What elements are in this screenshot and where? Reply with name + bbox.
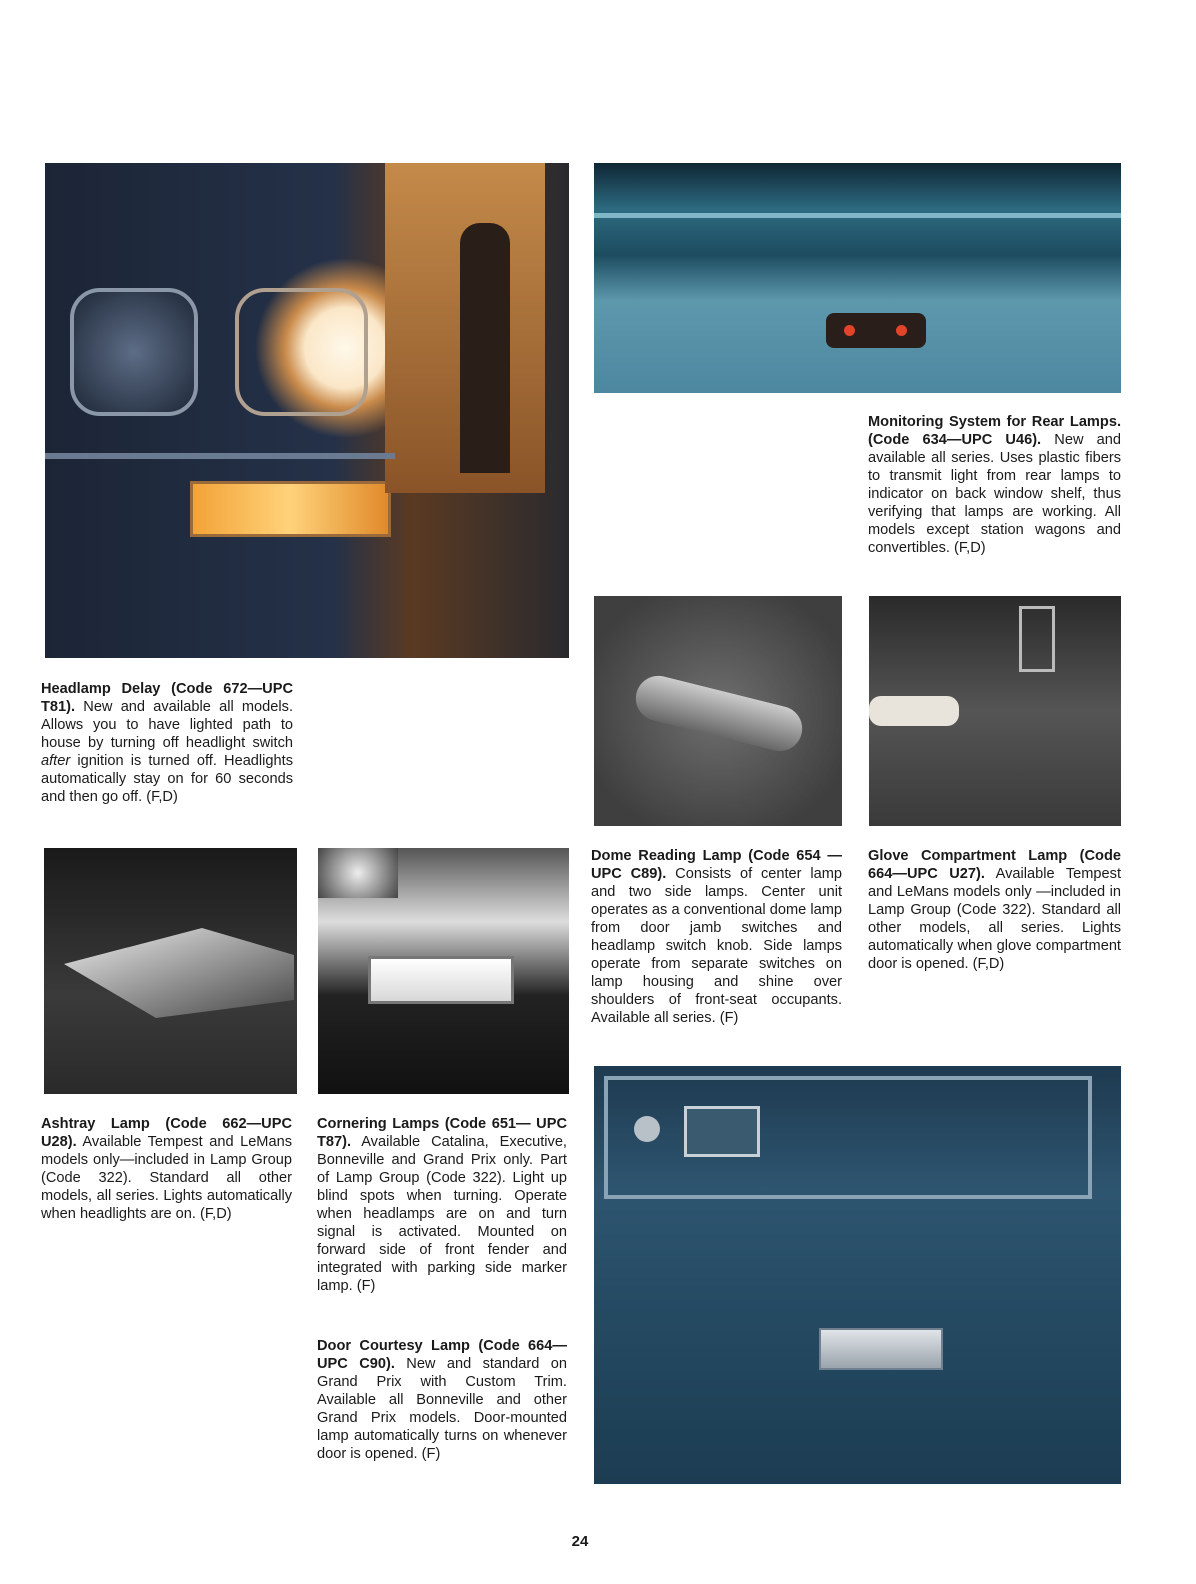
- cornering-lamps-text: [317, 1115, 567, 1295]
- window-trim: [594, 213, 1121, 218]
- headlamp-delay-emphasis: after: [41, 753, 71, 769]
- monitoring-system-text: [868, 413, 1121, 557]
- door-courtesy-lamp-text: [317, 1337, 567, 1463]
- cornering-lamps-body: Available Catalina, Executive, Bonneville and Grand Prix only. Part of Lamp Group (Code 322). Light up blind spots when turning. Operate when headlamps are on and turn signal is activated. Mounted on forward side of front fender and integrated with parking side marker lamp. (F): [317, 1134, 567, 1294]
- headlamp-delay-body-end: ignition is turned off. Headlights automatically stay on for 60 seconds and then go off. (F,D): [41, 753, 293, 805]
- cornering-lamps-photo: [318, 848, 569, 1094]
- page-number: 24: [571, 1533, 589, 1550]
- courtesy-lamp-lens: [819, 1328, 943, 1370]
- dome-lamp-unit: [631, 671, 807, 756]
- monitoring-system-title: Monitoring System for Rear Lamps. (Code 634—UPC U46).: [868, 414, 1121, 448]
- dome-reading-lamp-text: [591, 847, 842, 1027]
- dash-trim: [1019, 606, 1055, 672]
- ashtray-lamp-body: Available Tempest and LeMans models only—included in Lamp Group (Code 322). Standard all other models, all series. Lights automatically when headlights are on. (F,D): [41, 1134, 292, 1222]
- headlamp-delay-photo: [45, 163, 569, 658]
- headlamp-delay-body: New and available all models. Allows you to have lighted path to house by turning off headlight switch: [41, 699, 293, 751]
- headlamps: [318, 848, 398, 898]
- person-silhouette: [460, 223, 510, 473]
- ashtray-unit: [64, 928, 294, 1018]
- glove-compartment-lamp-body: Available Tempest and LeMans models only —included in Lamp Group (Code 322). Standard all other models, all series. Lights automatically when glove compartment door is opened. (F,D): [868, 866, 1122, 972]
- indicator-housing: [826, 313, 926, 348]
- headlamp-unlit: [70, 288, 198, 416]
- headlamp-delay-text: [41, 680, 293, 806]
- cornering-lamps-title: Cornering Lamps (Code 651— UPC T87).: [317, 1116, 567, 1150]
- hand: [869, 696, 959, 726]
- bumper: [45, 453, 395, 459]
- dome-reading-lamp-photo: [594, 596, 842, 826]
- parking-lamp: [190, 481, 391, 537]
- door-handle: [684, 1106, 760, 1157]
- door-courtesy-lamp-photo: [594, 1066, 1121, 1484]
- door-courtesy-lamp-title: Door Courtesy Lamp (Code 664— UPC C90).: [317, 1338, 567, 1372]
- door-courtesy-lamp-body: New and standard on Grand Prix with Custom Trim. Available all Bonneville and other Grand Prix models. Door-mounted lamp automatically turns on whenever door is opened. (F): [317, 1356, 567, 1462]
- dome-reading-lamp-title: Dome Reading Lamp (Code 654 —UPC C89).: [591, 848, 842, 882]
- headlamp-delay-title: Headlamp Delay (Code 672—UPC T81).: [41, 681, 293, 715]
- dome-reading-lamp-body: Consists of center lamp and two side lamps. Center unit operates as a conventional dome lamp from door jamb switches and headlamp switch knob. Side lamps operate from separate switches on lamp housing and shine over shoulders of front-seat occupants. Available all series. (F): [591, 866, 842, 1026]
- glove-compartment-lamp-photo: [869, 596, 1121, 826]
- glove-compartment-lamp-title: Glove Compartment Lamp (Code 664—UPC U27).: [868, 848, 1121, 882]
- monitoring-system-body: New and available all series. Uses plastic fibers to transmit light from rear lamps to indicator on back window shelf, thus verifying that lamps are working. All models except station wagons and convertibles. (F,D): [868, 432, 1121, 556]
- headlamp-lit: [235, 288, 368, 416]
- ashtray-lamp-title: Ashtray Lamp (Code 662—UPC U28).: [41, 1116, 292, 1150]
- indicator-light-right: [896, 325, 907, 336]
- indicator-light-left: [844, 325, 855, 336]
- rear-lamp-monitor-photo: [594, 163, 1121, 393]
- door-trim-panel: [604, 1076, 1092, 1199]
- glove-compartment-lamp-text: [868, 847, 1121, 973]
- ashtray-lamp-text: [41, 1115, 292, 1223]
- door-lock-knob: [634, 1116, 660, 1142]
- ashtray-lamp-photo: [44, 848, 297, 1094]
- cornering-lamp: [368, 956, 514, 1004]
